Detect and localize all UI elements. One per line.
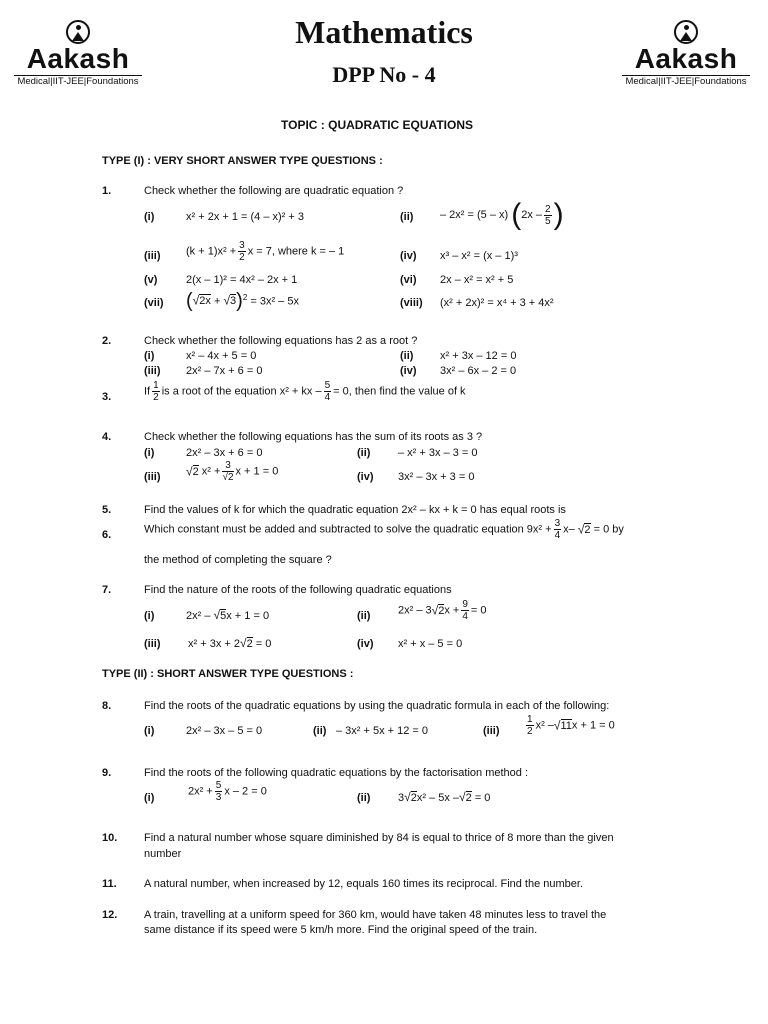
- section-type1: TYPE (I) : VERY SHORT ANSWER TYPE QUESTIONS :: [102, 155, 383, 167]
- q8-text: Find the roots of the quadratic equations by using the quadratic formula in each of the following:: [144, 700, 610, 712]
- q1-ii-equation: – 2x² = (5 – x) (2x – $\frac{2}{5}$ ): [440, 198, 564, 231]
- q9-ii-label: (ii): [357, 792, 371, 804]
- q5-number: 5.: [102, 504, 112, 516]
- q11-text: A natural number, when increased by 12, equals 160 times its reciprocal. Find the number.: [144, 878, 584, 890]
- q1-viii-label: (viii): [400, 297, 423, 309]
- q6-number: 6.: [102, 529, 112, 541]
- q8-i-label: (i): [144, 725, 155, 737]
- q12-number: 12.: [102, 909, 118, 921]
- q11-number: 11.: [102, 878, 117, 890]
- q10-number: 10.: [102, 832, 118, 844]
- q1-vi-label: (vi): [400, 274, 417, 286]
- q1-number: 1.: [102, 185, 112, 197]
- q1-iii-equation: (k + 1)x² + $\frac{3}{2}$ x = 7, where k = – 1: [186, 240, 345, 263]
- q8-iii-label: (iii): [483, 725, 500, 737]
- topic-heading: TOPIC : QUADRATIC EQUATIONS: [281, 118, 473, 132]
- q7-iv-equation: x² + x – 5 = 0: [398, 638, 463, 650]
- q4-iv-equation: 3x² – 3x + 3 = 0: [398, 471, 475, 483]
- q1-vii-label: (vii): [144, 297, 164, 309]
- q9-i-equation: 2x² + $\frac{5}{3}$ x – 2 = 0: [188, 780, 267, 803]
- q12-text-line2: same distance if its speed were 5 km/h more. Find the original speed of the train.: [144, 924, 538, 936]
- q8-ii-equation: – 3x² + 5x + 12 = 0: [336, 725, 429, 737]
- q8-iii-equation: $\frac{1}{2}$ x² –√11x + 1 = 0: [527, 714, 615, 737]
- q1-ii-label: (ii): [400, 211, 414, 223]
- q3-number: 3.: [102, 391, 112, 403]
- q7-ii-label: (ii): [357, 610, 371, 622]
- q7-number: 7.: [102, 584, 112, 596]
- q2-i-label: (i): [144, 350, 155, 362]
- q2-iv-equation: 3x² – 6x – 2 = 0: [440, 365, 517, 377]
- q4-iii-equation: √2 x² + $\frac{3}{√2}$ x + 1 = 0: [186, 460, 279, 483]
- q8-i-equation: 2x² – 3x – 5 = 0: [186, 725, 263, 737]
- dpp-number: DPP No - 4: [332, 62, 436, 87]
- q4-i-label: (i): [144, 447, 155, 459]
- q1-iv-label: (iv): [400, 250, 417, 262]
- q6-text-line2: the method of completing the square ?: [144, 554, 332, 566]
- q2-ii-equation: x² + 3x – 12 = 0: [440, 350, 517, 362]
- subject-title: Mathematics: [295, 14, 473, 50]
- q1-v-label: (v): [144, 274, 158, 286]
- q1-viii-equation: (x² + 2x)² = x⁴ + 3 + 4x²: [440, 297, 554, 309]
- logo-word: Aakash: [26, 43, 130, 74]
- q4-i-equation: 2x² – 3x + 6 = 0: [186, 447, 263, 459]
- q2-iii-label: (iii): [144, 365, 161, 377]
- logo-tagline: Medical|IIT-JEE|Foundations: [625, 76, 747, 87]
- logo-word: Aakash: [634, 43, 738, 74]
- q9-text: Find the roots of the following quadratic equations by the factorisation method :: [144, 767, 529, 779]
- q10-text: Find a natural number whose square diminished by 84 is equal to thrice of 8 more than the given: [144, 832, 614, 844]
- q3-text: If $\frac{1}{2}$ is a root of the equation x² + kx – $\frac{5}{4}$ = 0, then find the value of k: [144, 380, 466, 403]
- q2-i-equation: x² – 4x + 5 = 0: [186, 350, 257, 362]
- q4-iv-label: (iv): [357, 471, 374, 483]
- q2-iii-equation: 2x² – 7x + 6 = 0: [186, 365, 263, 377]
- section-type2: TYPE (II) : SHORT ANSWER TYPE QUESTIONS :: [102, 668, 354, 680]
- q1-i-label: (i): [144, 211, 155, 223]
- q1-iii-label: (iii): [144, 250, 161, 262]
- q2-number: 2.: [102, 335, 112, 347]
- q7-text: Find the nature of the roots of the following quadratic equations: [144, 584, 452, 596]
- q7-i-label: (i): [144, 610, 155, 622]
- q2-text: Check whether the following equations has 2 as a root ?: [144, 335, 418, 347]
- q2-iv-label: (iv): [400, 365, 417, 377]
- q7-ii-equation: 2x² – 3√2x + $\frac{9}{4}$ = 0: [398, 599, 487, 622]
- q4-ii-label: (ii): [357, 447, 371, 459]
- q2-ii-label: (ii): [400, 350, 414, 362]
- q1-vi-equation: 2x – x² = x² + 5: [440, 274, 514, 286]
- q4-ii-equation: – x² + 3x – 3 = 0: [398, 447, 478, 459]
- q10-text-line2: number: [144, 848, 182, 860]
- q1-text: Check whether the following are quadratic equation ?: [144, 185, 404, 197]
- q8-ii-label: (ii): [313, 725, 327, 737]
- q7-iii-equation: x² + 3x + 2√2 = 0: [188, 636, 272, 650]
- q9-number: 9.: [102, 767, 112, 779]
- q7-iii-label: (iii): [144, 638, 161, 650]
- q4-iii-label: (iii): [144, 471, 161, 483]
- q9-i-label: (i): [144, 792, 155, 804]
- q9-ii-equation: 3√2x² – 5x –√2 = 0: [398, 790, 491, 804]
- q7-i-equation: 2x² – √5x + 1 = 0: [186, 608, 270, 622]
- q5-text: Find the values of k for which the quadratic equation 2x² – kx + k = 0 has equal roots is: [144, 504, 566, 516]
- q1-iv-equation: x³ – x² = (x – 1)³: [440, 250, 518, 262]
- q1-vii-equation: $(√2x + √3)^2 = 3x^2 - 5x$: [186, 290, 299, 312]
- q12-text: A train, travelling at a uniform speed for 360 km, would have taken 48 minutes less to travel the: [144, 909, 607, 921]
- q1-i-equation: x² + 2x + 1 = (4 – x)² + 3: [186, 211, 304, 223]
- q1-v-equation: 2(x – 1)² = 4x² – 2x + 1: [186, 274, 298, 286]
- q8-number: 8.: [102, 700, 112, 712]
- q4-text: Check whether the following equations has the sum of its roots as 3 ?: [144, 431, 483, 443]
- q6-text: Which constant must be added and subtracted to solve the quadratic equation 9x² + $\frac{3}{4}$ x– √2 = 0 by: [144, 518, 624, 541]
- logo-tagline: Medical|IIT-JEE|Foundations: [17, 76, 139, 87]
- q7-iv-label: (iv): [357, 638, 374, 650]
- q4-number: 4.: [102, 431, 112, 443]
